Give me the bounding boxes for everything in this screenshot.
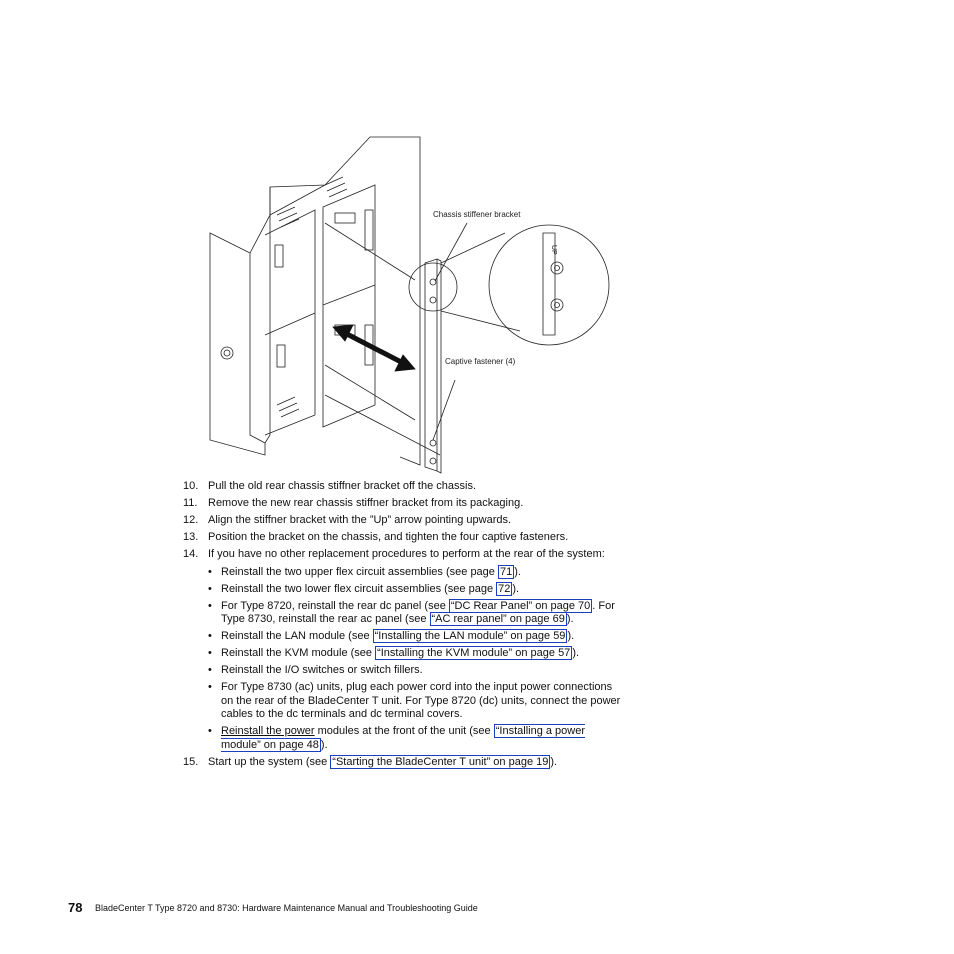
step-text: Pull the old rear chassis stiffner bracket off the chassis. <box>208 480 477 492</box>
bullet: • <box>208 630 212 642</box>
stiffener-bracket <box>425 259 441 473</box>
step-text: Align the stiffner bracket with the ”Up” arrow pointing upwards. <box>208 514 512 526</box>
sub-step-io-switches: • Reinstall the I/O switches or switch fillers. <box>208 664 423 676</box>
bullet: • <box>208 647 212 659</box>
label-captive-fastener: Captive fastener (4) <box>445 357 516 366</box>
step-number: 15. <box>183 755 199 768</box>
sub-step-upper-flex: • Reinstall the two upper flex circuit assemblies (see page 71 ). <box>208 565 521 578</box>
chassis-line-drawing <box>205 135 615 475</box>
bullet: • <box>208 599 212 612</box>
link-lan-module[interactable]: “Installing the LAN module” on page 59 <box>374 630 566 642</box>
sub-step-power-modules: • Reinstall the power modules at the front of the unit (see “Installing a power module” on page 48 ). <box>208 725 586 751</box>
bullet: • <box>208 725 212 737</box>
step-number: 10. <box>183 480 199 492</box>
removal-direction-arrow <box>333 325 415 371</box>
sub-step-rear-panel: • For Type 8720, reinstall the rear dc panel (see “DC Rear Panel” on page 70 . For Type 8730, reinstall the rear ac panel (see “AC rear panel” on page 69 ). <box>208 599 615 625</box>
bullet: • <box>208 681 212 693</box>
step-12 <box>183 514 623 528</box>
step-14 <box>183 548 623 752</box>
sub-step-kvm-module: • Reinstall the KVM module (see “Installing the KVM module” on page 57 ). <box>208 647 580 659</box>
detail-magnified-view <box>489 225 609 345</box>
bullet: • <box>208 664 212 676</box>
link-dc-rear-panel[interactable]: “DC Rear Panel” on page 70 <box>450 599 591 612</box>
up-arrow-mark: UP <box>550 245 557 255</box>
step-15: 15. Start up the system (see “Starting the BladeCenter T unit” on page 19 ). <box>183 755 558 768</box>
step-number: 14. <box>183 548 199 560</box>
bullet: • <box>208 565 212 578</box>
step-number: 11. <box>183 497 198 509</box>
link-ac-rear-panel[interactable]: “AC rear panel” on page 69 <box>431 613 565 625</box>
page-footer <box>68 900 478 915</box>
sub-step-lan-module: • Reinstall the LAN module (see “Installing the LAN module” on page 59 ). <box>208 630 575 642</box>
step-10 <box>183 480 623 494</box>
stiffener-bracket-illustration <box>205 135 615 475</box>
step-13 <box>183 531 623 545</box>
label-chassis-stiffener-bracket: Chassis stiffener bracket <box>433 210 521 219</box>
step-text: If you have no other replacement procedures to perform at the rear of the system: <box>208 548 605 560</box>
link-kvm-module[interactable]: “Installing the KVM module” on page 57 <box>377 647 571 659</box>
step-text: Remove the new rear chassis stiffner bracket from its packaging. <box>208 497 524 509</box>
footer-title: BladeCenter T Type 8720 and 8730: Hardware Maintenance Manual and Troubleshooting Guide <box>94 903 478 913</box>
link-starting-bladecenter[interactable]: “Starting the BladeCenter T unit” on page 19 <box>332 755 549 768</box>
link-page-71[interactable]: 71 <box>499 565 513 578</box>
step-text: Position the bracket on the chassis, and tighten the four captive fasteners. <box>208 531 569 543</box>
procedure-steps <box>183 480 623 773</box>
bullet: • <box>208 582 212 595</box>
step-number: 12. <box>183 514 199 526</box>
sub-step-list <box>208 566 623 753</box>
link-page-72[interactable]: 72 <box>498 582 511 595</box>
page-number: 78 <box>68 900 83 915</box>
step-11 <box>183 497 623 511</box>
sub-step-lower-flex: • Reinstall the two lower flex circuit assemblies (see page 72 ). <box>208 582 520 595</box>
link-power-module[interactable]: “Installing a power module” on page 48 <box>221 725 586 751</box>
sub-step-power-cords: • For Type 8730 (ac) units, plug each power cord into the input power connections on the rear of the BladeCenter T unit. For Type 8720 (dc) units, connect the power cables to the dc terminals and dc terminal covers. <box>208 681 621 720</box>
step-number: 13. <box>183 531 199 543</box>
detail-callout-ring <box>409 263 457 311</box>
